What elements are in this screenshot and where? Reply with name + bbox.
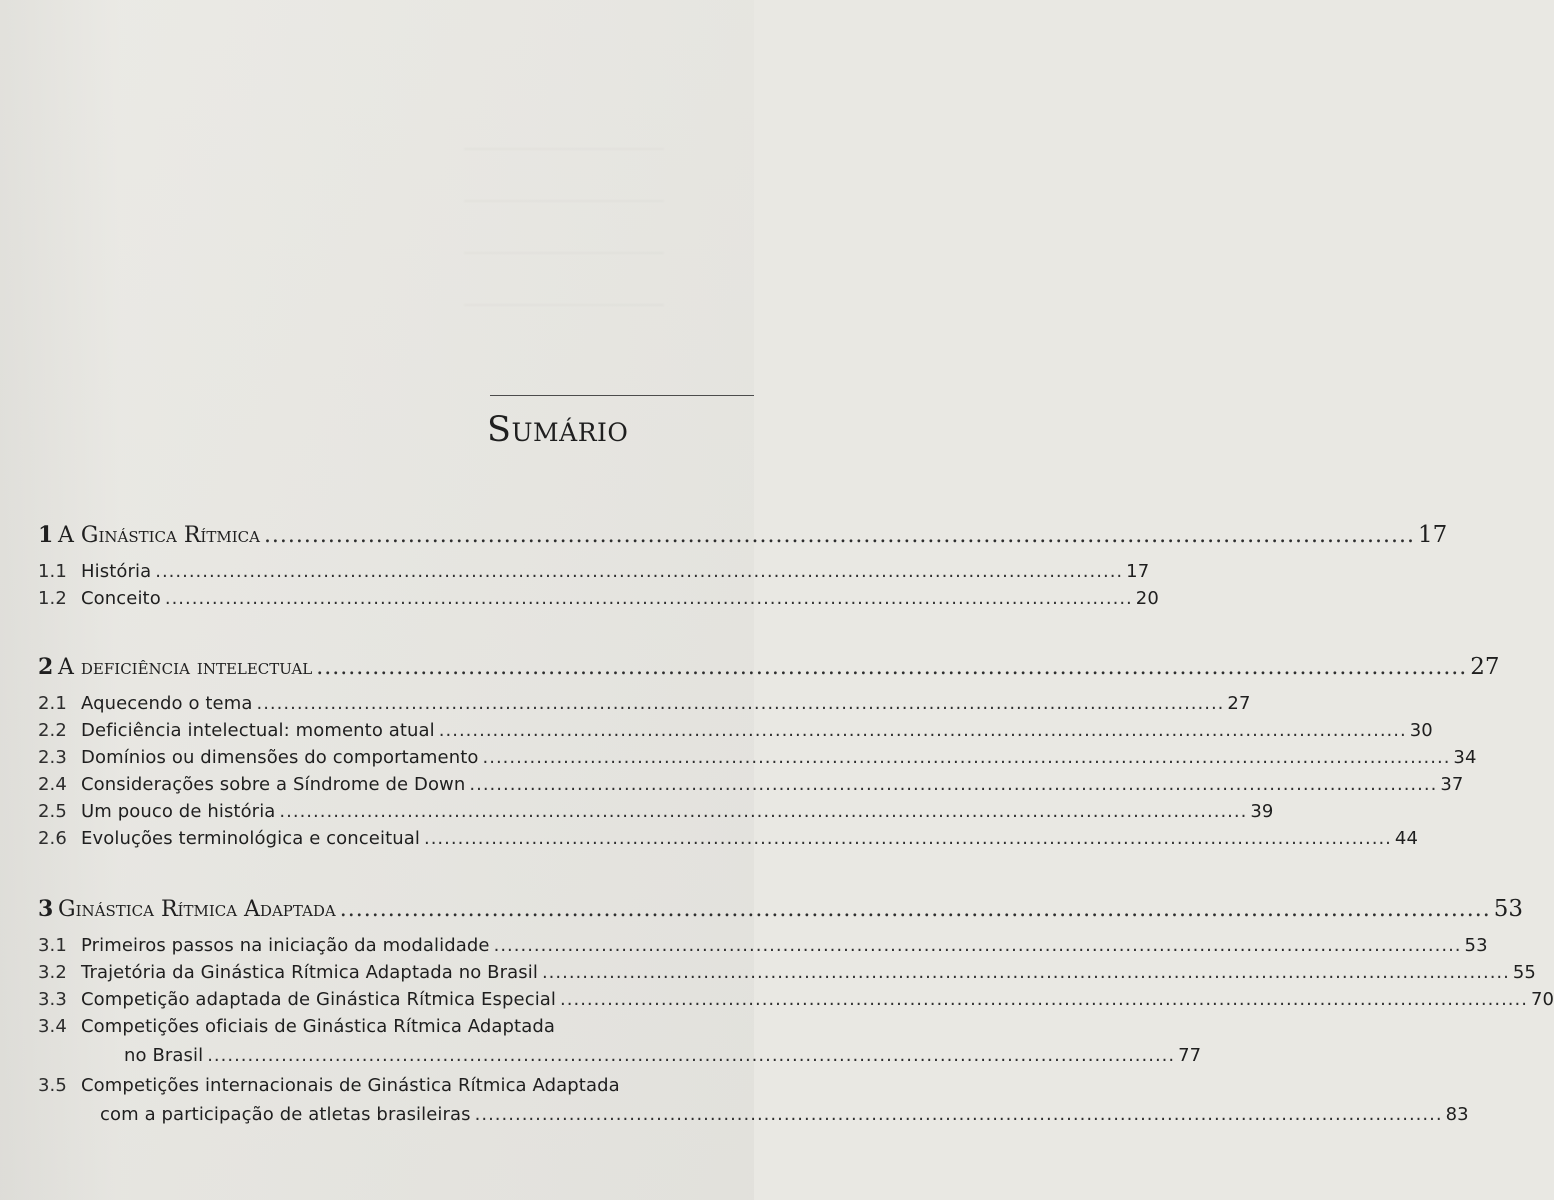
entry-title-line-2: com a participação de atletas brasileiras	[100, 1104, 471, 1125]
toc-entry-3-5	[38, 1075, 1469, 1141]
entry-title: Trajetória da Ginástica Rítmica Adaptada no Brasil	[81, 962, 538, 983]
top-rule	[490, 395, 754, 396]
chapter-1-title: A Ginástica Rítmica	[58, 523, 260, 548]
entry-number: 1.1	[38, 561, 67, 582]
chapter-3-number: 3	[38, 896, 54, 922]
entry-title: Aquecendo o tema	[81, 693, 253, 714]
chapter-1-entries	[38, 561, 1159, 617]
entry-title: Conceito	[81, 588, 161, 609]
entry-title-line-2-row	[124, 1047, 1201, 1065]
entry-title-line-1: Competições internacionais de Ginástica Rítmica Adaptada	[81, 1075, 620, 1096]
entry-number: 2.2	[38, 720, 67, 741]
show-through-text	[464, 120, 664, 350]
chapter-2-entries	[38, 693, 1477, 857]
entry-page: 20	[1135, 588, 1159, 609]
entry-title: Considerações sobre a Síndrome de Down	[81, 774, 466, 795]
entry-number: 3.3	[38, 989, 67, 1010]
leader-dots: ................................................................................................................................................	[155, 561, 1124, 582]
leader-dots: ................................................................................................................................................	[256, 693, 1225, 714]
entry-title-line-2: no Brasil	[124, 1045, 204, 1066]
entry-page: 83	[1445, 1104, 1469, 1125]
leader-dots: ................................................................................................................................................	[493, 935, 1462, 956]
toc-entry-3-4	[38, 1016, 1202, 1077]
entry-number: 1.2	[38, 588, 67, 609]
entry-page: 44	[1394, 828, 1419, 849]
toc-entry-3-2	[38, 962, 1536, 991]
toc-entry-1-2	[38, 588, 1159, 617]
chapter-2-number: 2	[38, 654, 54, 680]
entry-multiline-title	[81, 1077, 1469, 1124]
chapter-3-leader-dots: ................................................................................................................................................	[339, 897, 1491, 922]
entry-number: 2.6	[38, 828, 67, 849]
chapter-1-number: 1	[38, 522, 54, 548]
toc-entry-3-1	[38, 935, 1488, 964]
entry-page: 27	[1227, 693, 1251, 714]
toc-entry-3-3	[38, 989, 1554, 1018]
leader-dots: ................................................................................................................................................	[164, 588, 1133, 609]
entry-number: 2.5	[38, 801, 67, 822]
chapter-2-page: 27	[1470, 654, 1500, 680]
entry-number: 3.4	[38, 1016, 67, 1037]
entry-page: 77	[1178, 1045, 1202, 1066]
toc-entry-2-3	[38, 747, 1477, 776]
entry-title: Domínios ou dimensões do comportamento	[81, 747, 479, 768]
entry-number: 3.5	[38, 1075, 67, 1096]
entry-number: 3.2	[38, 962, 67, 983]
chapter-1-leader-dots: ................................................................................................................................................	[263, 523, 1415, 548]
leader-dots: ................................................................................................................................................	[474, 1104, 1443, 1125]
leader-dots: ................................................................................................................................................	[469, 774, 1438, 795]
entry-number: 2.3	[38, 747, 67, 768]
chapter-2-row	[38, 654, 1500, 692]
entry-title: Competição adaptada de Ginástica Rítmica Especial	[81, 989, 557, 1010]
toc-entry-2-4	[38, 774, 1464, 803]
chapter-2-title: A deficiência intelectual	[58, 655, 313, 680]
toc-entry-2-1	[38, 693, 1251, 722]
leader-dots: ................................................................................................................................................	[438, 720, 1407, 741]
chapter-3-title: Ginástica Rítmica Adaptada	[58, 897, 336, 922]
toc-entry-2-6	[38, 828, 1419, 857]
entry-page: 30	[1409, 720, 1433, 741]
entry-title-line-2-row	[100, 1106, 1469, 1124]
table-of-contents	[38, 522, 1554, 1141]
entry-title-line-1: Competições oficiais de Ginástica Rítmica Adaptada	[81, 1016, 556, 1037]
entry-title: Primeiros passos na iniciação da modalidade	[81, 935, 490, 956]
leader-dots: ................................................................................................................................................	[541, 962, 1510, 983]
chapter-spacer	[38, 857, 660, 898]
entry-page: 70	[1530, 989, 1554, 1010]
chapter-spacer	[38, 617, 660, 656]
chapter-1-row	[38, 522, 1448, 560]
chapter-1-page: 17	[1417, 522, 1448, 548]
page-title: Sumário	[487, 410, 629, 450]
entry-page: 55	[1512, 962, 1536, 983]
chapter-3-entries	[38, 935, 1554, 1141]
toc-entry-2-2	[38, 720, 1433, 749]
entry-page: 39	[1250, 801, 1274, 822]
entry-page: 34	[1453, 747, 1477, 768]
entry-page: 37	[1440, 774, 1464, 795]
entry-page: 53	[1464, 935, 1488, 956]
entry-number: 2.1	[38, 693, 67, 714]
entry-title: Um pouco de história	[81, 801, 276, 822]
toc-entry-1-1	[38, 561, 1150, 590]
entry-number: 2.4	[38, 774, 67, 795]
leader-dots: ................................................................................................................................................	[207, 1045, 1176, 1066]
entry-number: 3.1	[38, 935, 67, 956]
chapter-3-row	[38, 896, 1524, 934]
chapter-3-page: 53	[1493, 896, 1524, 922]
leader-dots: ................................................................................................................................................	[279, 801, 1248, 822]
entry-title: História	[81, 561, 152, 582]
leader-dots: ................................................................................................................................................	[423, 828, 1392, 849]
leader-dots: ................................................................................................................................................	[560, 989, 1528, 1010]
leader-dots: ................................................................................................................................................	[482, 747, 1451, 768]
entry-page: 17	[1126, 561, 1150, 582]
toc-entry-2-5	[38, 801, 1274, 830]
chapter-2-leader-dots: ................................................................................................................................................	[316, 655, 1468, 680]
entry-title: Evoluções terminológica e conceitual	[81, 828, 420, 849]
entry-multiline-title	[81, 1018, 1201, 1065]
entry-title: Deficiência intelectual: momento atual	[81, 720, 435, 741]
